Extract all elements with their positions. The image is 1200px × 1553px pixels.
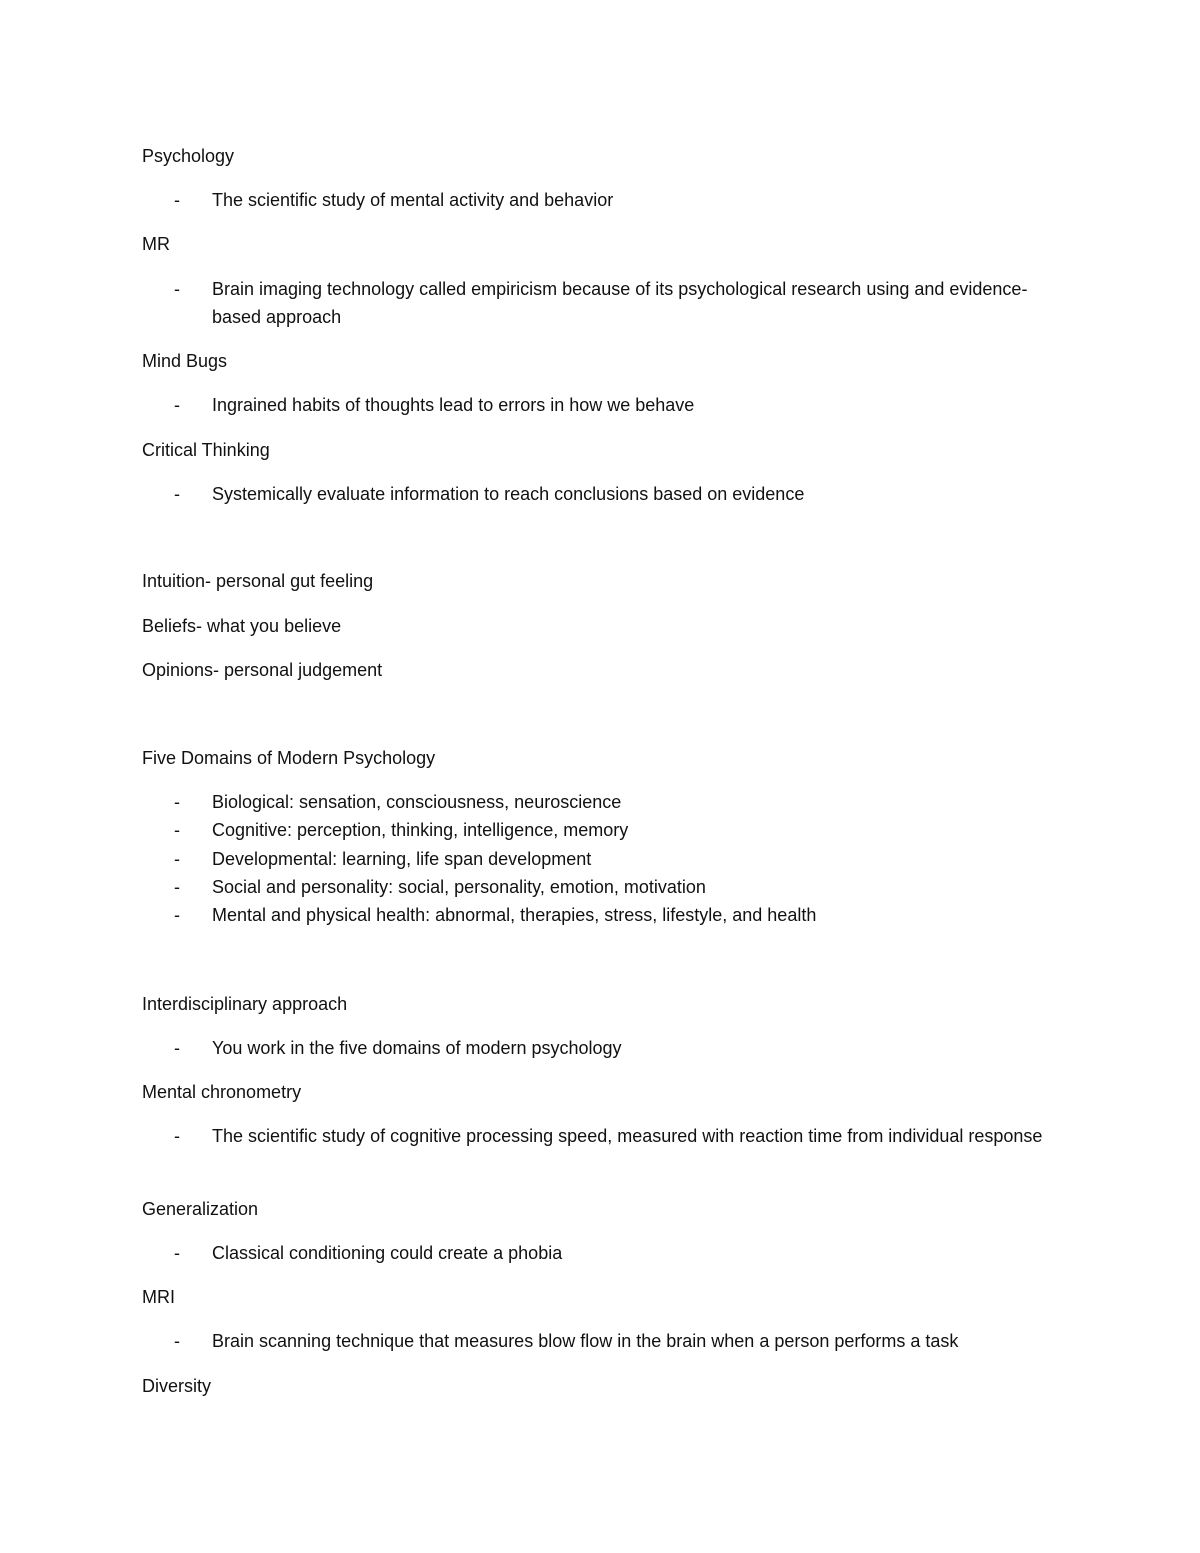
bullet-marker: -: [174, 484, 180, 504]
definition-opinions: Opinions- personal judgement: [142, 660, 383, 680]
definition-beliefs: Beliefs- what you believe: [142, 616, 342, 636]
heading-mri: MRI: [142, 1287, 175, 1307]
heading-mind-bugs: Mind Bugs: [142, 351, 228, 371]
heading-mr: MR: [142, 234, 170, 254]
heading-psychology: Psychology: [142, 146, 235, 166]
bullet-mr-definition: Brain imaging technology called empiricism because of its psychological research using and evidence-based approach: [212, 279, 1028, 327]
bullet-domain-biological: Biological: sensation, consciousness, neuroscience: [212, 792, 622, 812]
bullet-marker: -: [174, 877, 180, 897]
bullet-marker: -: [174, 1331, 180, 1351]
heading-mental-chronometry: Mental chronometry: [142, 1082, 302, 1102]
heading-critical-thinking: Critical Thinking: [142, 440, 270, 460]
definition-intuition: Intuition- personal gut feeling: [142, 571, 374, 591]
bullet-mind-bugs-definition: Ingrained habits of thoughts lead to errors in how we behave: [212, 395, 695, 415]
bullet-domain-developmental: Developmental: learning, life span development: [212, 849, 592, 869]
bullet-psychology-definition: The scientific study of mental activity and behavior: [212, 190, 614, 210]
bullet-marker: -: [174, 905, 180, 925]
bullet-critical-thinking-definition: Systemically evaluate information to reach conclusions based on evidence: [212, 484, 805, 504]
bullet-marker: -: [174, 792, 180, 812]
bullet-generalization-definition: Classical conditioning could create a phobia: [212, 1243, 563, 1263]
bullet-domain-mental-physical-health: Mental and physical health: abnormal, therapies, stress, lifestyle, and health: [212, 905, 817, 925]
bullet-marker: -: [174, 820, 180, 840]
heading-diversity: Diversity: [142, 1376, 212, 1396]
heading-generalization: Generalization: [142, 1199, 259, 1219]
bullet-domain-cognitive: Cognitive: perception, thinking, intelligence, memory: [212, 820, 629, 840]
bullet-marker: -: [174, 1126, 180, 1146]
bullet-interdisciplinary-definition: You work in the five domains of modern psychology: [212, 1038, 622, 1058]
bullet-marker: -: [174, 190, 180, 210]
heading-five-domains: Five Domains of Modern Psychology: [142, 748, 436, 768]
bullet-domain-social-personality: Social and personality: social, personality, emotion, motivation: [212, 877, 706, 897]
bullet-marker: -: [174, 1243, 180, 1263]
heading-interdisciplinary: Interdisciplinary approach: [142, 994, 348, 1014]
bullet-mental-chronometry-definition: The scientific study of cognitive processing speed, measured with reaction time from individual response: [212, 1126, 1043, 1146]
bullet-marker: -: [174, 279, 180, 299]
bullet-marker: -: [174, 395, 180, 415]
bullet-marker: -: [174, 1038, 180, 1058]
bullet-marker: -: [174, 849, 180, 869]
bullet-mri-definition: Brain scanning technique that measures blow flow in the brain when a person performs a task: [212, 1331, 959, 1351]
